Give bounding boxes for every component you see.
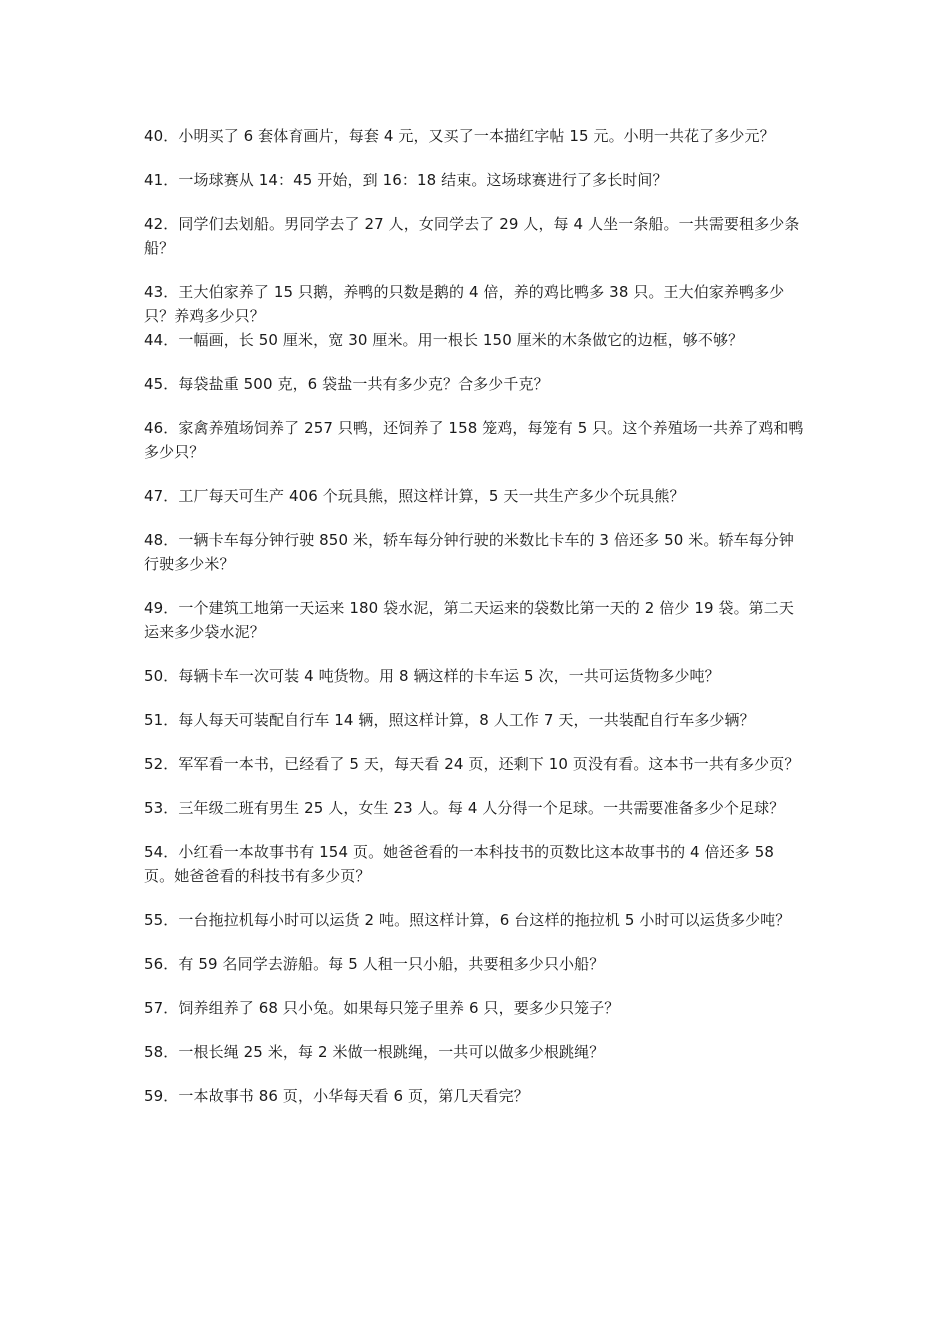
problem-text: ．有 59 名同学去游船。每 5 人租一只小船，共要租多少只小船？ (163, 955, 605, 973)
problem-number: 54 (144, 843, 164, 861)
problem-54 (144, 840, 808, 888)
problem-text: ．每袋盐重 500 克，6 袋盐一共有多少克？合多少千克？ (163, 375, 549, 393)
problem-51 (144, 708, 808, 732)
problem-56 (144, 952, 808, 976)
problem-40 (144, 124, 808, 148)
problem-number: 47 (144, 487, 164, 505)
problem-text: ．一辆卡车每分钟行驶 850 米，轿车每分钟行驶的米数比卡车的 3 倍还多 50 米。轿车每分钟行驶多少米？ (144, 531, 794, 573)
problem-text: ．军军看一本书，已经看了 5 天，每天看 24 页，还剩下 10 页没有看。这本书一共有多少页？ (163, 755, 800, 773)
problem-number: 57 (144, 999, 164, 1017)
problem-number: 46 (144, 419, 164, 437)
problem-41 (144, 168, 808, 192)
problem-number: 42 (144, 215, 164, 233)
problem-44 (144, 328, 808, 352)
problem-text: ．一幅画，长 50 厘米，宽 30 厘米。用一根长 150 厘米的木条做它的边框，够不够？ (163, 331, 744, 349)
problem-number: 59 (144, 1087, 164, 1105)
problem-text: ．一根长绳 25 米，每 2 米做一根跳绳，一共可以做多少根跳绳？ (163, 1043, 605, 1061)
problem-text: ．每人每天可装配自行车 14 辆，照这样计算，8 人工作 7 天，一共装配自行车多少辆？ (163, 711, 755, 729)
problem-42 (144, 212, 808, 260)
problem-53 (144, 796, 808, 820)
problem-text: ．小明买了 6 套体育画片，每套 4 元，又买了一本描红字帖 15 元。小明一共花了多少元？ (163, 127, 775, 145)
problem-number: 58 (144, 1043, 164, 1061)
problem-text: ．工厂每天可生产 406 个玩具熊，照这样计算，5 天一共生产多少个玩具熊？ (163, 487, 685, 505)
problem-55 (144, 908, 808, 932)
problem-43 (144, 280, 808, 328)
problem-48 (144, 528, 808, 576)
problem-text: ．同学们去划船。男同学去了 27 人，女同学去了 29 人，每 4 人坐一条船。一共需要租多少条船？ (144, 215, 800, 257)
problem-number: 52 (144, 755, 164, 773)
problem-text: ．每辆卡车一次可装 4 吨货物。用 8 辆这样的卡车运 5 次，一共可运货物多少吨？ (163, 667, 720, 685)
problem-number: 51 (144, 711, 164, 729)
problem-number: 56 (144, 955, 164, 973)
problem-45 (144, 372, 808, 396)
problem-50 (144, 664, 808, 688)
problem-46 (144, 416, 808, 464)
problem-number: 50 (144, 667, 164, 685)
problem-49 (144, 596, 808, 644)
problem-number: 43 (144, 283, 164, 301)
problem-text: ．一台拖拉机每小时可以运货 2 吨。照这样计算，6 台这样的拖拉机 5 小时可以运货多少吨？ (163, 911, 791, 929)
problem-text: ．王大伯家养了 15 只鹅，养鸭的只数是鹅的 4 倍，养的鸡比鸭多 38 只。王大伯家养鸭多少只？养鸡多少只？ (144, 283, 785, 325)
problem-text: ．一场球赛从 14：45 开始，到 16：18 结束。这场球赛进行了多长时间？ (163, 171, 668, 189)
problem-number: 49 (144, 599, 164, 617)
problem-number: 44 (144, 331, 164, 349)
problem-52 (144, 752, 808, 776)
problem-text: ．小红看一本故事书有 154 页。她爸爸看的一本科技书的页数比这本故事书的 4 倍还多 58 页。她爸爸看的科技书有多少页？ (144, 843, 775, 885)
problem-text: ．三年级二班有男生 25 人，女生 23 人。每 4 人分得一个足球。一共需要准备多少个足球？ (163, 799, 785, 817)
problem-text: ．饲养组养了 68 只小兔。如果每只笼子里养 6 只，要多少只笼子？ (163, 999, 620, 1017)
problem-text: ．一本故事书 86 页，小华每天看 6 页，第几天看完？ (163, 1087, 529, 1105)
problem-number: 45 (144, 375, 164, 393)
problem-text: ．一个建筑工地第一天运来 180 袋水泥，第二天运来的袋数比第一天的 2 倍少 19 袋。第二天运来多少袋水泥？ (144, 599, 794, 641)
problem-number: 53 (144, 799, 164, 817)
problem-number: 55 (144, 911, 164, 929)
problem-59 (144, 1084, 808, 1108)
problem-58 (144, 1040, 808, 1064)
problem-number: 40 (144, 127, 164, 145)
document-page (144, 124, 808, 1128)
problem-57 (144, 996, 808, 1020)
problem-number: 41 (144, 171, 164, 189)
problem-text: ．家禽养殖场饲养了 257 只鸭，还饲养了 158 笼鸡，每笼有 5 只。这个养殖场一共养了鸡和鸭多少只？ (144, 419, 804, 461)
problem-number: 48 (144, 531, 164, 549)
problem-47 (144, 484, 808, 508)
